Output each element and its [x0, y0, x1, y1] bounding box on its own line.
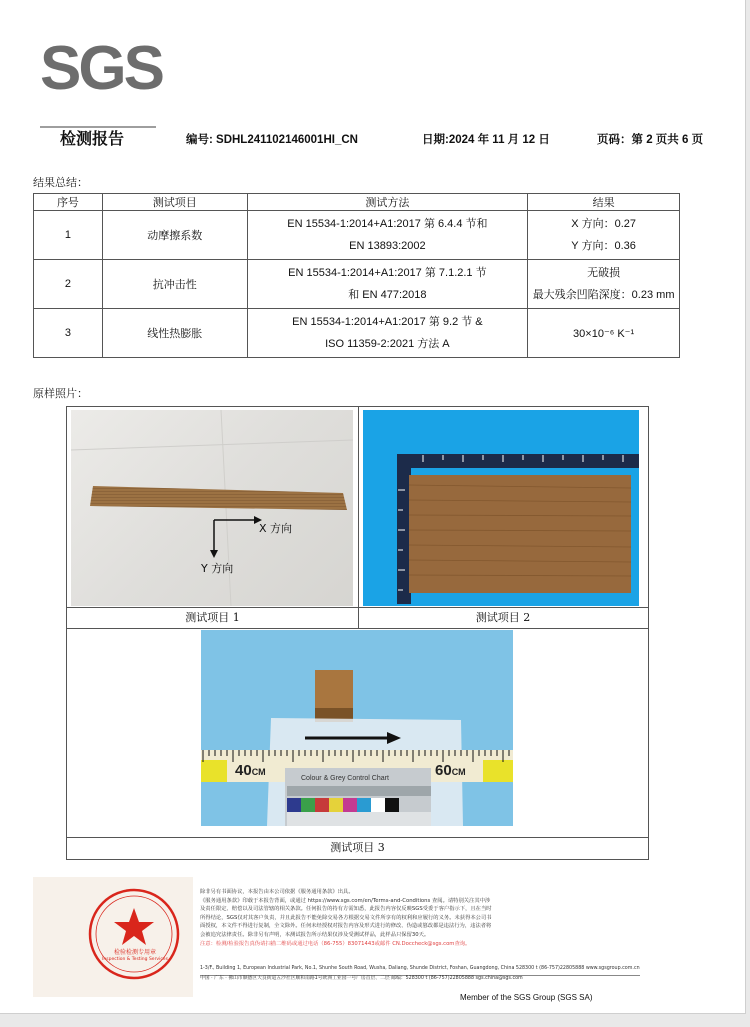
notice-line: 会被追究法律责任。除非另有声明，本测试报告所示结果仅涉及受测试样品，此样品只保留30天。: [200, 931, 430, 938]
photo-divider: [67, 607, 648, 608]
cell-no: 1: [34, 211, 103, 260]
table-row: [34, 260, 680, 309]
notice-line: 《服务通用条款》印载于本报告背面，或通过 https://www.sgs.com/en/Terms-and-Conditions 查阅。请特别关注其中涉: [200, 897, 491, 904]
company-seal: [82, 882, 187, 987]
cell-item: 线性热膨胀: [102, 309, 247, 358]
verification-notice: 注意：检测/检验报告真伪请扫描二维码或通过电话（86-755）83071443或邮件 CN.Doccheck@sgs.com查询。: [200, 940, 471, 947]
x-direction-label: X 方向: [259, 522, 293, 535]
col-header-no: 序号: [34, 194, 103, 211]
result-line: Y 方向：0.36: [571, 240, 636, 252]
photo-1-drawing: [71, 410, 353, 606]
photo-2-drawing: [363, 410, 639, 606]
results-table: [33, 193, 680, 358]
address-line-en: 1-3/F., Building 1, European Industrial Park, No.1, Shunhe South Road, Wusha, Daliang, Shunde District, Foshan, Guangdong, China 528300 t (86-757)22805888 www.sgsgroup.com.cn: [200, 966, 640, 971]
sample-photo-3: [201, 630, 513, 826]
cell-method: [247, 309, 528, 358]
method-line: EN 15534-1:2014+A1:2017 第 6.4.4 节和: [287, 218, 488, 230]
ruler-right-value: 60: [435, 762, 452, 779]
cell-no: 3: [34, 309, 103, 358]
ruler-left-value: 40: [235, 762, 252, 779]
photo-divider: [358, 407, 359, 628]
table-header-row: [34, 194, 680, 211]
notice-line: 除非另有书面协议，本报告由本公司依据《服务通用条款》出具。: [200, 889, 354, 895]
logo-text: SGS: [40, 34, 162, 103]
notice-line: 面授权，本文件不得进行复制，全文除外。任何未经授权对报告内容及形式进行的修改、伪造或篡改都是违法行为，违法者将: [200, 923, 492, 930]
caption-3: 测试项目 3: [330, 841, 385, 854]
ruler-mark-left: [235, 762, 266, 779]
ruler-unit: CM: [451, 767, 466, 777]
sgs-logo: [40, 34, 162, 118]
method-line: ISO 11359-2:2021 方法 A: [325, 338, 450, 350]
seal-text-en: Inspection & Testing Services: [102, 957, 168, 962]
cell-result: [528, 260, 680, 309]
caption-1: 测试项目 1: [185, 611, 240, 624]
cell-result: [528, 211, 680, 260]
address-block: [200, 964, 640, 984]
y-direction-label: Y 方向: [201, 562, 234, 575]
page-indicator: 页码：第 2 页共 6 页: [597, 134, 704, 146]
photo-divider: [67, 628, 648, 629]
photo-divider: [67, 837, 648, 838]
footer-notice: [200, 888, 640, 948]
photo-3-drawing: [201, 630, 513, 826]
summary-label: 结果总结：: [33, 176, 88, 189]
cell-no: 2: [34, 260, 103, 309]
member-statement: Member of the SGS Group (SGS SA): [460, 993, 593, 1002]
seal-icon: [82, 882, 187, 987]
caption-2: 测试项目 2: [475, 611, 531, 624]
sample-photo-2: [363, 410, 639, 606]
report-number: 编号: SDHL241102146001HI_CN: [186, 134, 358, 146]
report-title: 检测报告: [60, 131, 125, 148]
table-row: [34, 309, 680, 358]
result-line: 无破损: [587, 266, 621, 279]
cell-item: 抗冲击性: [102, 260, 247, 309]
table-row: [34, 211, 680, 260]
report-date: 日期:2024 年 11 月 12 日: [422, 134, 550, 146]
notice-line: 所得结论，SGS仅对其客户负责，并且此报告不能免除交易各方根据交易文件所享有的权利和应履行的义务。未获得本公司书: [200, 914, 492, 921]
method-line: EN 15534-1:2014+A1:2017 第 7.1.2.1 节: [288, 267, 487, 279]
col-header-item: 测试项目: [102, 194, 247, 211]
result-line: X 方向：0.27: [571, 218, 636, 230]
method-line: 和 EN 477:2018: [348, 289, 427, 301]
cell-item: 动摩擦系数: [102, 211, 247, 260]
address-line-cn: 中国 · 广东 · 佛山市顺德区大良街道五沙社区顺和南路1号欧洲工业园一号厂房首层、二层 邮编：528300 t (86-757)22805888 sgs.china@sgs.com: [200, 976, 523, 981]
method-line: EN 15534-1:2014+A1:2017 第 9.2 节 &: [292, 316, 483, 328]
col-header-method: 测试方法: [247, 194, 528, 211]
photos-label: 原样照片：: [33, 387, 88, 400]
ruler-mark-right: [435, 762, 466, 779]
colour-chart-title: Colour & Grey Control Chart: [301, 775, 389, 782]
ruler-unit: CM: [251, 767, 266, 777]
col-header-result: 结果: [528, 194, 680, 211]
seal-text: 检验检测专用章: [113, 949, 156, 956]
cell-method: [247, 260, 528, 309]
logo-underline: [40, 96, 156, 128]
photo-table: [66, 406, 649, 860]
method-line: EN 13893:2002: [349, 240, 426, 252]
sample-photo-1: [71, 410, 353, 606]
notice-line: 及责任限定、赔偿以及司法管辖的相关条款。任何报告的持有方需知悉，此报告内容仅反映SGS受委于客户指示下，且在当时: [200, 906, 492, 913]
cell-method: [247, 211, 528, 260]
result-line: 最大残余凹陷深度：0.23 mm: [532, 289, 675, 301]
cell-result: 30×10⁻⁶ K⁻¹: [528, 309, 680, 358]
